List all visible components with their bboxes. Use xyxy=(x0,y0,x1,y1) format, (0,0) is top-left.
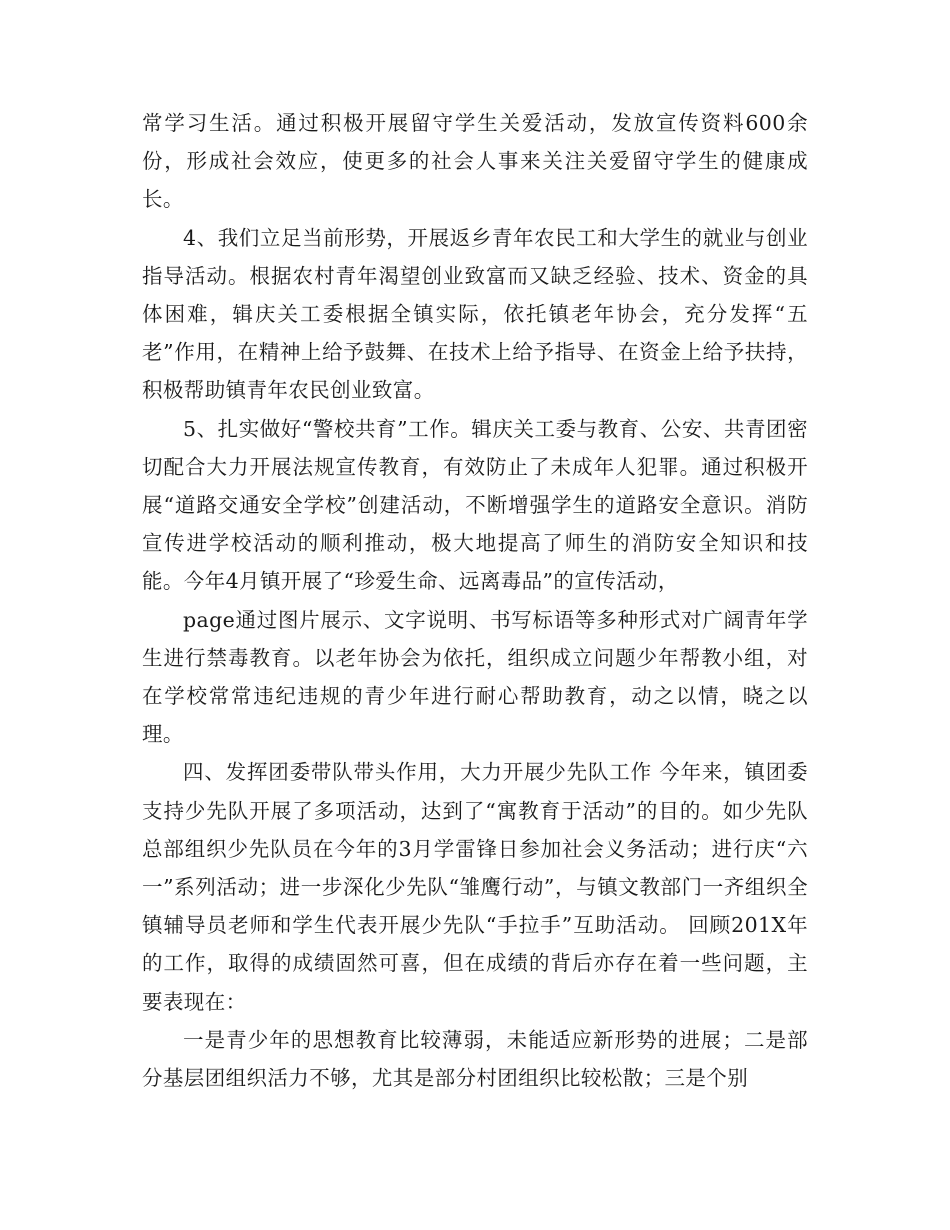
paragraph-continuation: 常学习生活。通过积极开展留守学生关爱活动，发放宣传资料600余份，形成社会效应，使更多的社会人事来关注关爱留守学生的健康成长。 xyxy=(142,111,808,212)
paragraph-item-4: 4、我们立足当前形势，开展返乡青年农民工和大学生的就业与创业指导活动。根据农村青年渴望创业致富而又缺乏经验、技术、资金的具体困难，辑庆关工委根据全镇实际，依托镇老年协会，充分发挥“五老”作用，在精神上给予鼓舞、在技术上给予指导、在资金上给予扶持，积极帮助镇青年农民创业致富。 xyxy=(142,225,808,403)
paragraph-item-5: 5、扎实做好“警校共育”工作。辑庆关工委与教育、公安、共青团密切配合大力开展法规宣传教育，有效防止了未成年人犯罪。通过积极开展“道路交通安全学校”创建活动，不断增强学生的道路安全意识。消防宣传进学校活动的顺利推动，极大地提高了师生的消防安全知识和技能。今年4月镇开展了“珍爱生命、远离毒品”的宣传活动， xyxy=(142,416,808,594)
paragraph-page-continuation: page通过图片展示、文字说明、书写标语等多种形式对广阔青年学生进行禁毒教育。以老年协会为依托，组织成立问题少年帮教小组，对在学校常常违纪违规的青少年进行耐心帮助教育，动之以情，晓之以理。 xyxy=(142,607,808,747)
paragraph-problems: 一是青少年的思想教育比较薄弱，未能适应新形势的进展；二是部分基层团组织活力不够，尤其是部分村团组织比较松散；三是个别 xyxy=(142,1027,808,1091)
document-body xyxy=(142,104,808,1097)
paragraph-section-4: 四、发挥团委带队带头作用，大力开展少先队工作 今年来，镇团委支持少先队开展了多项活动，达到了“寓教育于活动”的目的。如少先队总部组织少先队员在今年的3月学雷锋日参加社会义务活动；进行庆“六一”系列活动；进一步深化少先队“雏鹰行动”，与镇文教部门一齐组织全镇辅导员老师和学生代表开展少先队“手拉手”互助活动。 回顾201X年的工作，取得的成绩固然可喜，但在成绩的背后亦存在着一些问题，主要表现在： xyxy=(142,760,808,1014)
